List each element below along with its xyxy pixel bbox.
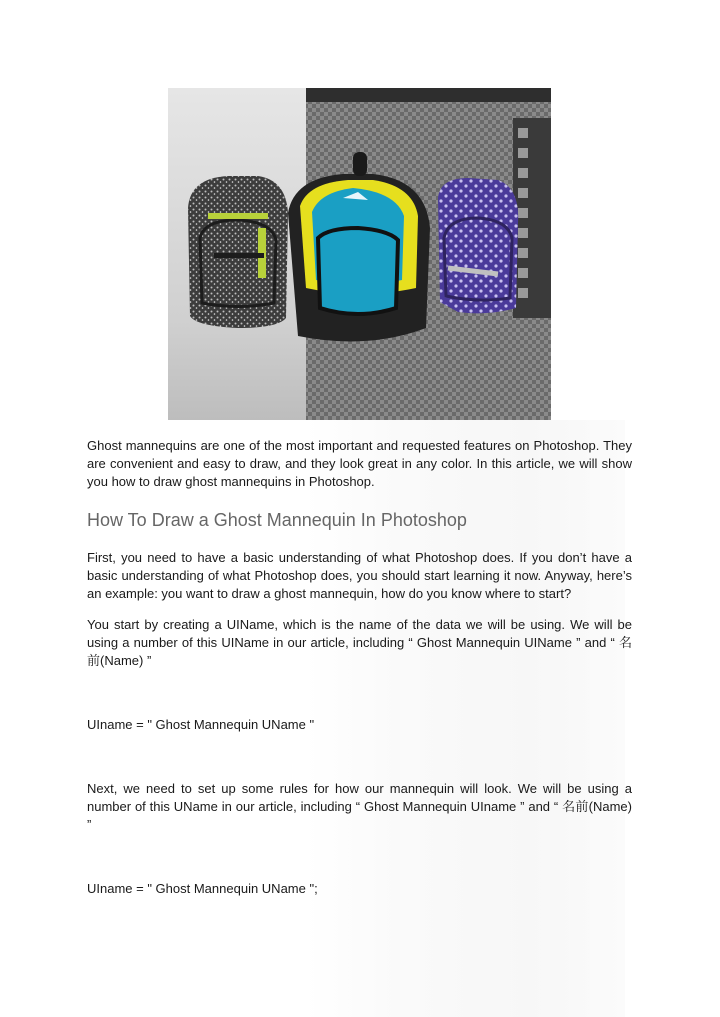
intro-paragraph: Ghost mannequins are one of the most important and requested features on Photoshop. They are convenient and easy to draw, and they look great in any color. In this article, we will show you how to draw ghost mannequins in Photoshop. [87, 438, 632, 489]
article-body [87, 437, 632, 898]
paragraph-2: You start by creating a UIName, which is the name of the data we will be using. We will be using a number of this UIName in our article, including “ Ghost Mannequin UIName ” and “ 名前(Name) ” [87, 617, 632, 668]
code-line-1: UIname = " Ghost Mannequin UName " [87, 717, 315, 732]
code-line-2: UIname = " Ghost Mannequin UName "; [87, 881, 318, 896]
backpacks-photoshop-image [168, 88, 551, 420]
section-heading: How To Draw a Ghost Mannequin In Photoshop [87, 510, 467, 530]
paragraph-3: Next, we need to set up some rules for how our mannequin will look. We will be using a number of this UName in our article, including “ Ghost Mannequin UIname ” and “ 名前(Name) ” [87, 781, 632, 832]
hero-image [168, 88, 551, 420]
paragraph-1: First, you need to have a basic understanding of what Photoshop does. If you don’t have a basic understanding of what Photoshop does, you should start learning it now. Anyway, here’s an example: you want to draw a ghost mannequin, how do you know where to start? [87, 550, 632, 601]
